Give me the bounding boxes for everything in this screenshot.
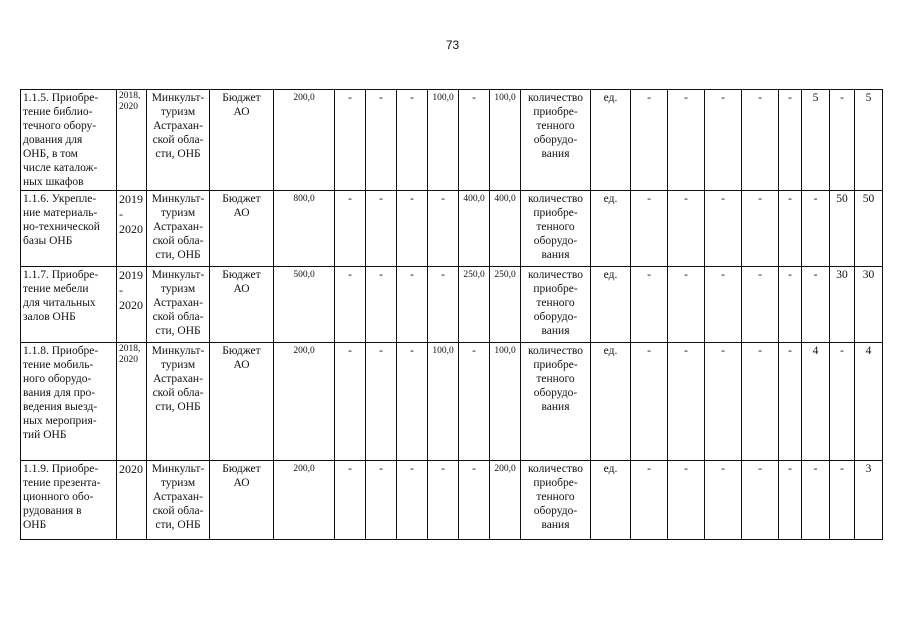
year-value-cell: - [397,191,428,267]
year-value-cell: - [335,267,366,343]
years-cell: 2018, 2020 [117,90,147,191]
target-value-cell: - [742,267,779,343]
target-value-cell: - [779,343,802,461]
target-value-cell: 5 [802,90,830,191]
target-value-cell: - [742,461,779,540]
target-value-cell: - [705,191,742,267]
target-value-cell: 5 [855,90,883,191]
year-value-cell: 100,0 [490,343,521,461]
year-value-cell: 400,0 [459,191,490,267]
year-value-cell: 250,0 [459,267,490,343]
total-amount-cell: 200,0 [274,343,335,461]
activity-name-cell: 1.1.5. Приобре- тение библио- течного обору- дования для ОНБ, в том числе каталож- ных шкафов [21,90,117,191]
executor-cell: Минкульт- туризм Астрахан- ской обла- сти, ОНБ [147,343,210,461]
year-value-cell: - [397,461,428,540]
year-value-cell: - [335,90,366,191]
table-body [21,90,883,540]
target-value-cell: - [668,343,705,461]
target-value-cell: - [705,461,742,540]
year-value-cell: - [335,191,366,267]
target-value-cell: - [668,90,705,191]
year-value-cell: 200,0 [490,461,521,540]
year-value-cell: 250,0 [490,267,521,343]
funding-source-cell: Бюджет АО [210,90,274,191]
target-value-cell: - [830,90,855,191]
indicator-cell: количество приобре- тенного оборудо- вания [521,267,591,343]
indicator-cell: количество приобре- тенного оборудо- вания [521,90,591,191]
target-value-cell: - [830,343,855,461]
year-value-cell: - [366,343,397,461]
year-value-cell: - [366,191,397,267]
year-value-cell: - [459,90,490,191]
target-value-cell: - [779,191,802,267]
target-value-cell: - [631,90,668,191]
unit-cell: ед. [591,461,631,540]
table-row [21,461,883,540]
target-value-cell: - [779,267,802,343]
target-value-cell: 3 [855,461,883,540]
target-value-cell: - [705,267,742,343]
years-cell: 2020 [117,461,147,540]
years-cell: 2018, 2020 [117,343,147,461]
target-value-cell: - [802,461,830,540]
target-value-cell: - [830,461,855,540]
year-value-cell: 100,0 [490,90,521,191]
unit-cell: ед. [591,343,631,461]
unit-cell: ед. [591,90,631,191]
activity-name-cell: 1.1.9. Приобре- тение презента- ционного обо- рудования в ОНБ [21,461,117,540]
year-value-cell: 400,0 [490,191,521,267]
activity-name-cell: 1.1.8. Приобре- тение мобиль- ного оборудо- вания для про- ведения выезд- ных мероприя- тий ОНБ [21,343,117,461]
year-value-cell: - [335,461,366,540]
target-value-cell: 4 [802,343,830,461]
indicator-cell: количество приобре- тенного оборудо- вания [521,461,591,540]
target-value-cell: - [742,343,779,461]
year-value-cell: 100,0 [428,90,459,191]
target-value-cell: - [705,90,742,191]
indicator-cell: количество приобре- тенного оборудо- вания [521,343,591,461]
executor-cell: Минкульт- туризм Астрахан- ской обла- сти, ОНБ [147,191,210,267]
year-value-cell: - [366,461,397,540]
year-value-cell: - [428,191,459,267]
table-row [21,267,883,343]
total-amount-cell: 800,0 [274,191,335,267]
target-value-cell: - [802,191,830,267]
indicator-cell: количество приобре- тенного оборудо- вания [521,191,591,267]
executor-cell: Минкульт- туризм Астрахан- ской обла- сти, ОНБ [147,90,210,191]
table-row [21,343,883,461]
funding-source-cell: Бюджет АО [210,191,274,267]
table-row [21,191,883,267]
target-value-cell: - [668,191,705,267]
year-value-cell: - [366,267,397,343]
activity-name-cell: 1.1.7. Приобре- тение мебели для читальных залов ОНБ [21,267,117,343]
executor-cell: Минкульт- туризм Астрахан- ской обла- сти, ОНБ [147,461,210,540]
target-value-cell: - [631,191,668,267]
year-value-cell: - [459,343,490,461]
target-value-cell: - [631,461,668,540]
unit-cell: ед. [591,191,631,267]
total-amount-cell: 200,0 [274,90,335,191]
year-value-cell: - [428,461,459,540]
year-value-cell: 100,0 [428,343,459,461]
year-value-cell: - [397,267,428,343]
executor-cell: Минкульт- туризм Астрахан- ской обла- сти, ОНБ [147,267,210,343]
target-value-cell: 30 [830,267,855,343]
years-cell: 2019 - 2020 [117,191,147,267]
target-value-cell: 50 [830,191,855,267]
target-value-cell: - [705,343,742,461]
funding-source-cell: Бюджет АО [210,461,274,540]
unit-cell: ед. [591,267,631,343]
target-value-cell: - [631,343,668,461]
target-value-cell: - [668,267,705,343]
target-value-cell: - [631,267,668,343]
program-activities-table [20,89,883,540]
year-value-cell: - [428,267,459,343]
year-value-cell: - [366,90,397,191]
year-value-cell: - [397,343,428,461]
total-amount-cell: 200,0 [274,461,335,540]
target-value-cell: - [779,461,802,540]
target-value-cell: - [779,90,802,191]
year-value-cell: - [335,343,366,461]
year-value-cell: - [459,461,490,540]
funding-source-cell: Бюджет АО [210,267,274,343]
table-row [21,90,883,191]
total-amount-cell: 500,0 [274,267,335,343]
years-cell: 2019 - 2020 [117,267,147,343]
target-value-cell: - [802,267,830,343]
target-value-cell: 50 [855,191,883,267]
page-number: 73 [445,38,460,52]
activity-name-cell: 1.1.6. Укрепле- ние материаль- но-технической базы ОНБ [21,191,117,267]
target-value-cell: - [668,461,705,540]
year-value-cell: - [397,90,428,191]
target-value-cell: - [742,90,779,191]
target-value-cell: 30 [855,267,883,343]
funding-source-cell: Бюджет АО [210,343,274,461]
target-value-cell: - [742,191,779,267]
target-value-cell: 4 [855,343,883,461]
